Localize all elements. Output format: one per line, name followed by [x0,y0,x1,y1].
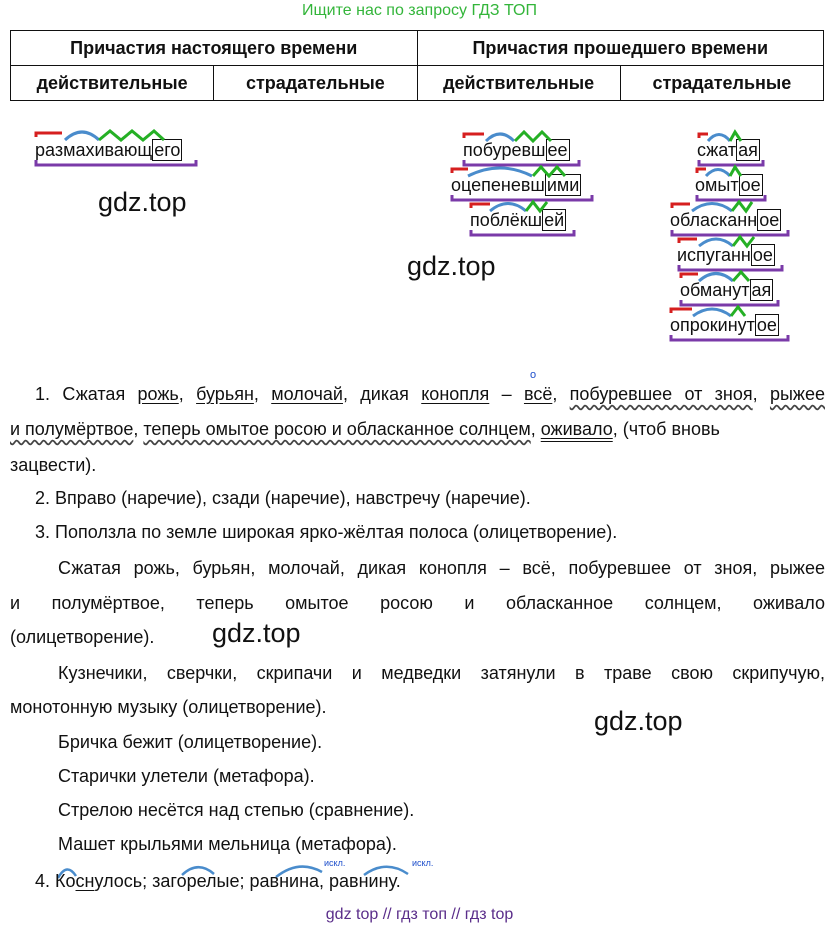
header-past: Причастия прошедшего времени [417,31,824,66]
watermark: gdz.top [212,618,301,648]
word-stem: оцепеневш [451,175,545,195]
header-present-passive: страдательные [214,66,417,101]
task-3-example-5: Стрелою несётся над степью (сравнение). [58,800,415,820]
word-past-passive-5 [680,280,773,301]
word-stem: испуганн [677,245,751,265]
subject-word: рожь [137,384,179,404]
word-past-passive-3 [670,210,781,231]
search-banner: Ищите нас по запросу ГДЗ ТОП [302,2,537,19]
task-3-example-6: Машет крыльями мельница (метафора). [58,834,397,854]
text-plain: , дикая [342,384,422,404]
watermark: gdz.top [407,251,496,281]
vowel-mark: о [530,369,537,381]
subject-word: бурьян [196,384,254,404]
word-past-passive-4 [677,245,775,266]
word-ending: ое [740,175,761,195]
word-stem: обманут [680,280,750,300]
header-past-active: действительные [417,66,620,101]
word-ending: ое [756,315,777,335]
definition-phrase: теперь омытое росою и обласканное солнцем [143,419,531,439]
word-stem: побуревш [463,140,546,160]
word-present-active [35,140,182,161]
word-ending: ее [547,140,568,160]
task-2: 2. Вправо (наречие), сзади (наречие), навстречу (наречие). [35,488,531,508]
task-3-example-2-line-1: Кузнечики, сверчки, скрипачи и медведки затянули в траве свою скрипучую, [58,663,825,683]
task-3-example-4: Старички улетели (метафора). [58,766,315,786]
text-plain: , [752,384,770,404]
text-plain: , [178,384,197,404]
task-3-example-2-line-2: монотонную музыку (олицетворение). [10,697,327,717]
text-plain: – [489,384,524,404]
watermark: gdz.top [594,706,683,736]
word-ending: ей [544,210,565,230]
text-plain: , [253,384,272,404]
task-3-example-1-line-3: (олицетворение). [10,627,155,647]
word-ending: ое [759,210,780,230]
participles-table [10,30,824,101]
word-past-passive-1 [697,140,760,161]
word-stem: размахивающ [35,140,153,160]
footer-links: gdz top // гдз топ // гдз top [325,906,514,923]
watermark: gdz.top [98,187,187,217]
text-plain: улось; загорелые; равнина, равнину. [94,871,401,891]
task-1-line-2 [10,412,825,446]
word-past-active-3 [470,210,566,231]
text-plain: , (чтоб вновь [612,419,720,439]
root-letters: сн [75,871,95,891]
text-plain: 4. Ко [35,871,76,891]
header-past-passive: страдательные [620,66,823,101]
definition-phrase: и полумёртвое [10,419,134,439]
definition-phrase: побуревшее от зноя [569,384,753,404]
word-past-passive-6 [670,315,779,336]
task-3-example-1-line-1: Сжатая рожь, бурьян, молочай, дикая конопля – всё, побуревшее от зноя, рыжее [58,558,825,578]
word-ending: его [154,140,181,160]
task-3-example-3: Бричка бежит (олицетворение). [58,732,323,752]
task-3: 3. Поползла по земле широкая ярко-жёлтая полоса (олицетворение). [35,522,618,542]
word-ending: ими [546,175,580,195]
predicate-word: оживало [540,419,613,439]
text-plain: , [530,419,541,439]
word-ending: ое [752,245,773,265]
exception-mark: искл. [412,858,434,868]
word-past-active-1 [463,140,570,161]
word-stem: поблёкш [470,210,543,230]
task-1-line-1 [35,377,825,411]
text-plain: 1. Сжатая [35,384,138,404]
word-stem: сжат [697,140,737,160]
text-plain: , [133,419,144,439]
subject-word: всё [523,384,553,404]
subject-word: конопля [421,384,490,404]
word-stem: омыт [695,175,739,195]
task-3-example-1-line-2: и полумёртвое, теперь омытое росою и обласканное солнцем, оживало [10,593,825,613]
header-present: Причастия настоящего времени [11,31,418,66]
subject-word: молочай [271,384,343,404]
text-plain: , [552,384,570,404]
header-present-active: действительные [11,66,214,101]
task-4 [35,871,401,892]
word-past-active-2 [451,175,581,196]
exception-mark: искл. [324,858,346,868]
word-stem: обласканн [670,210,758,230]
word-stem: опрокинут [670,315,755,335]
task-1-line-3: зацвести). [10,455,97,475]
word-ending: ая [751,280,772,300]
word-ending: ая [738,140,758,160]
definition-phrase: рыжее [769,384,825,404]
word-past-passive-2 [695,175,763,196]
